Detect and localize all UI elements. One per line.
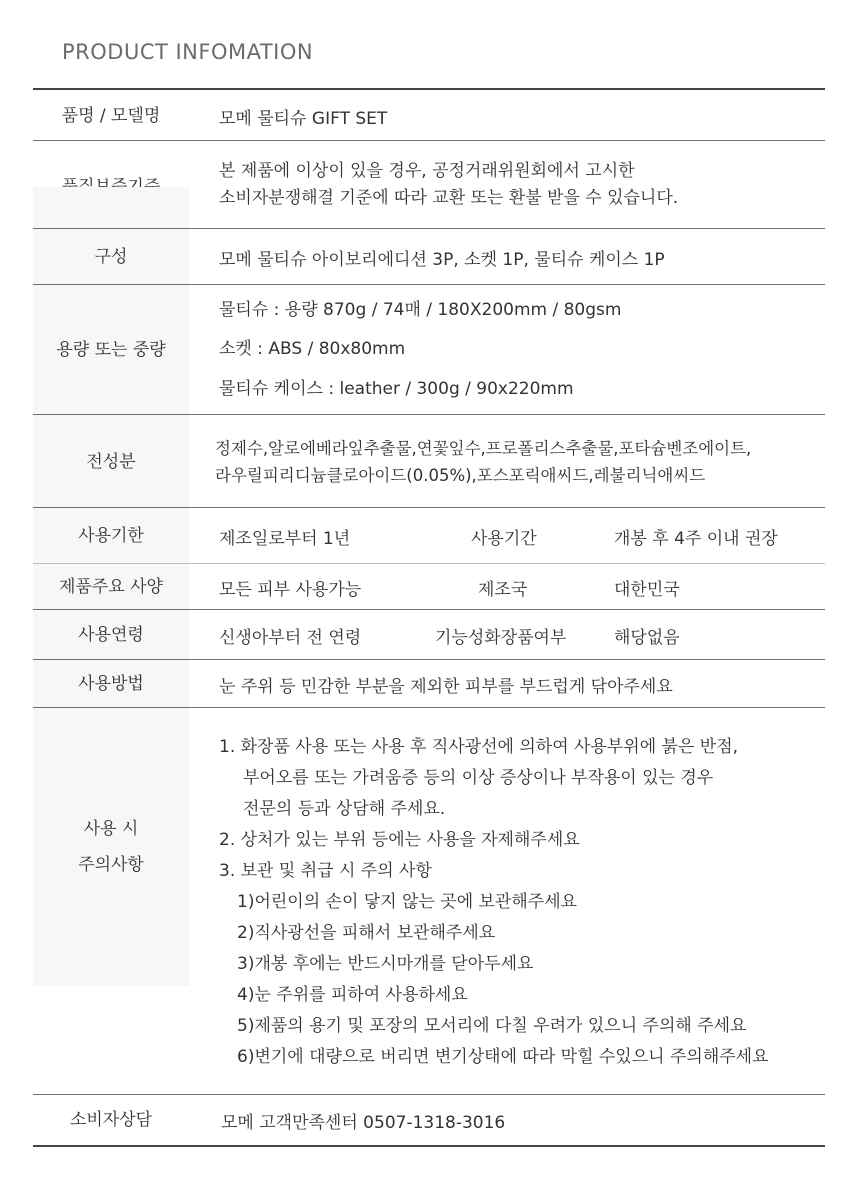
caution-list: [219, 732, 769, 1073]
caution-item: 1. 화장품 사용 또는 사용 후 직사광선에 의하여 사용부위에 붉은 반점,: [219, 737, 739, 757]
caution-label-line-1: 사용 시: [83, 819, 139, 839]
table-row-caution: [33, 707, 825, 1095]
row-value-model: 모메 물티슈 GIFT SET: [219, 108, 388, 129]
row-sublabel-age: 기능성화장품여부: [435, 627, 567, 648]
table-row-consult: [33, 1094, 825, 1147]
row-value-skin: 모든 피부 사용가능: [219, 579, 362, 600]
row-value-expiry: 제조일로부터 1년: [219, 528, 351, 549]
caution-item: 전문의 등과 상담해 주세요.: [243, 799, 446, 819]
label-background: [33, 187, 189, 229]
row-label-expiry: 사용기한: [33, 508, 189, 564]
row-label-skin: 제품주요 사양: [33, 564, 189, 610]
table-row-age: [33, 609, 825, 660]
row-value-usage: 눈 주위 등 민감한 부분을 제외한 피부를 부드럽게 닦아주세요: [219, 676, 673, 697]
capacity-line-1: 물티슈 : 용량 870g / 74매 / 180X200mm / 80gsm: [219, 299, 622, 320]
table-row-capacity: [33, 284, 825, 415]
row-label-consult: 소비자상담: [33, 1095, 189, 1145]
table-row-quality: [33, 140, 825, 229]
caution-item: 3. 보관 및 취급 시 주의 사항: [219, 861, 432, 881]
quality-line-1: 본 제품에 이상이 있을 경우, 공정거래위원회에서 고시한: [219, 161, 635, 181]
ingredients-line-1: 정제수,알로에베라잎추출물,연꽃잎수,프로폴리스추출물,포타슘벤조에이트,: [215, 438, 752, 458]
section-title: PRODUCT INFOMATION: [62, 40, 314, 64]
row-label-capacity: 용량 또는 중량: [33, 285, 189, 415]
row-value-consult: 모메 고객만족센터 0507-1318-3016: [221, 1112, 506, 1133]
caution-item: 4)눈 주위를 피하여 사용하세요: [237, 985, 468, 1005]
row-subvalue-expiry: 개봉 후 4주 이내 권장: [614, 528, 778, 549]
row-label-usage: 사용방법: [33, 660, 189, 708]
table-row-ingredients: [33, 414, 825, 508]
quality-line-2: 소비자분쟁해결 기준에 따라 교환 또는 환불 받을 수 있습니다.: [219, 188, 679, 208]
caution-item: 1)어린이의 손이 닿지 않는 곳에 보관해주세요: [237, 892, 578, 912]
row-sublabel-expiry: 사용기간: [471, 528, 537, 549]
row-subvalue-age: 해당없음: [614, 627, 680, 648]
row-label-composition: 구성: [33, 229, 189, 285]
caution-label-line-2: 주의사항: [78, 855, 144, 875]
ingredients-line-2: 라우릴피리디늄클로아이드(0.05%),포스포릭애씨드,레불리닉애씨드: [215, 465, 706, 485]
row-label-caution: [33, 708, 189, 986]
caution-item: 6)변기에 대량으로 버리면 변기상태에 따라 막힐 수있으니 주의해주세요: [237, 1047, 769, 1067]
row-value-quality: [219, 141, 678, 229]
row-label-model: 품명 / 모델명: [33, 90, 189, 142]
row-value-composition: 모메 물티슈 아이보리에디션 3P, 소켓 1P, 물티슈 케이스 1P: [219, 249, 665, 270]
caution-item: 3)개봉 후에는 반드시마개를 닫아두세요: [237, 954, 534, 974]
capacity-line-2: 소켓 : ABS / 80x80mm: [219, 339, 406, 360]
row-value-capacity: [219, 285, 621, 415]
row-value-ingredients: [215, 415, 751, 508]
caution-item: 부어오름 또는 가려움증 등의 이상 증상이나 부작용이 있는 경우: [243, 768, 714, 788]
caution-item: 2. 상처가 있는 부위 등에는 사용을 자제해주세요: [219, 830, 580, 850]
table-row-composition: [33, 228, 825, 285]
table-row-expiry: [33, 507, 825, 564]
row-label-age: 사용연령: [33, 610, 189, 660]
row-label-ingredients: 전성분: [33, 415, 189, 508]
row-subvalue-skin: 대한민국: [614, 579, 680, 600]
row-value-age: 신생아부터 전 연령: [219, 627, 362, 648]
caution-item: 5)제품의 용기 및 포장의 모서리에 다칠 우려가 있으니 주의해 주세요: [237, 1016, 747, 1036]
capacity-line-3: 물티슈 케이스 : leather / 300g / 90x220mm: [219, 378, 574, 399]
table-row-model: [33, 88, 825, 142]
row-sublabel-skin: 제조국: [478, 579, 528, 600]
table-row-skin: [33, 563, 825, 610]
caution-item: 2)직사광선을 피해서 보관해주세요: [237, 923, 496, 943]
table-row-usage: [33, 659, 825, 708]
